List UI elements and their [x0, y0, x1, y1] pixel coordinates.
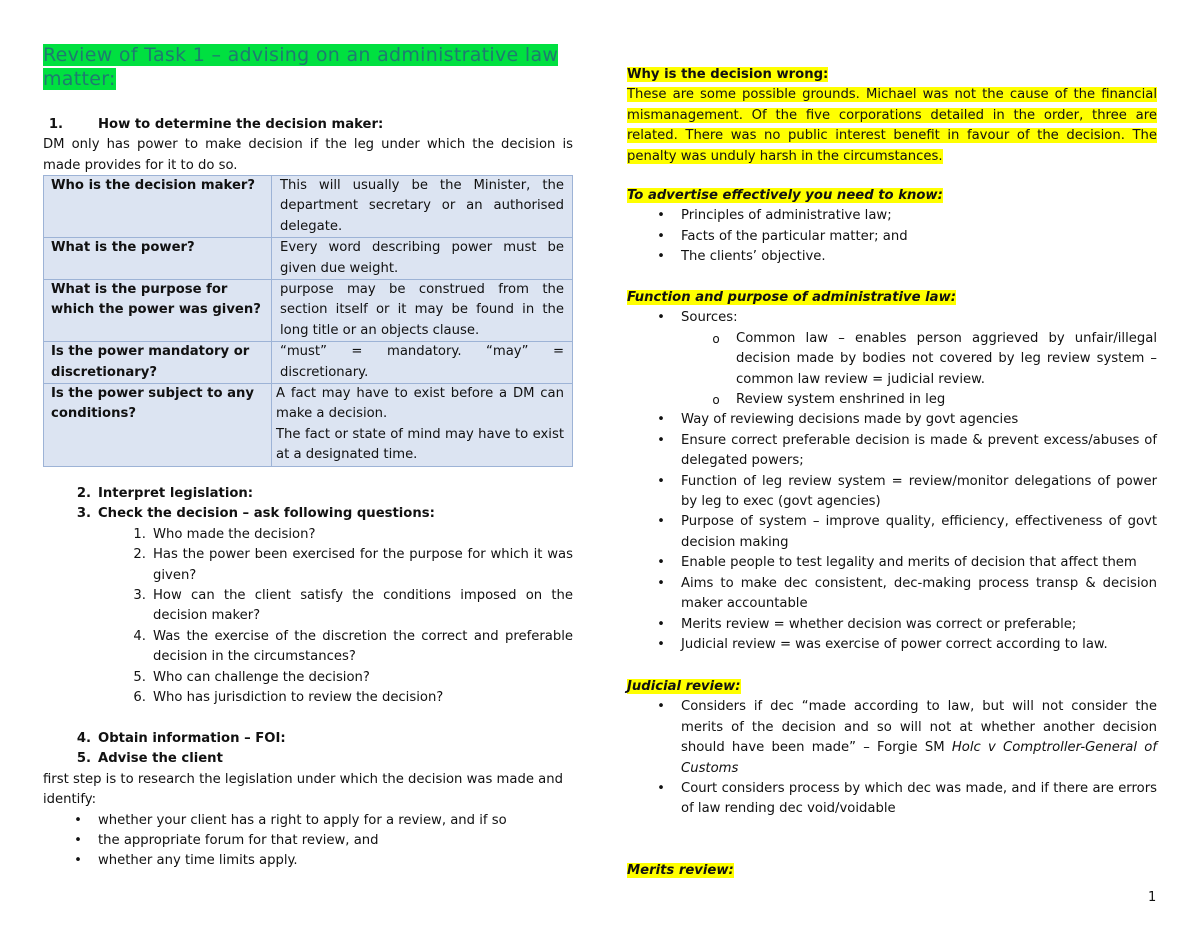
why-text: These are some possible grounds. Michael was not the cause of the financial mismanagement. Of the five corporations detailed in the order, three are related. There was no public interest benefit in favour of the decision. The penalty was unduly harsh in the circumstances. [627, 87, 1157, 164]
list-item: 2. Has the power been exercised for the purpose for which it was given? [133, 547, 573, 583]
list-item: • Principles of administrative law; [657, 208, 892, 224]
section-2-heading: Interpret legislation: [98, 486, 254, 501]
sub-list-item: o Common law – enables person aggrieved by unfair/illegal decision made by bodies not covered by leg review system – common law review = judicial review. [712, 330, 1157, 387]
advertise-heading: To advertise effectively you need to know: [627, 188, 943, 203]
advertise-section [627, 186, 1157, 268]
list-item: • Way of reviewing decisions made by govt agencies [657, 412, 1019, 428]
list-item: • The clients’ objective. [657, 249, 826, 265]
advise-bullets [43, 811, 573, 872]
list-item: • Merits review = whether decision was correct or preferable; [657, 616, 1077, 632]
list-item: • Purpose of system – improve quality, efficiency, effectiveness of govt decision making [657, 514, 1157, 550]
table-row: What is the power? Every word describing power must be given due weight. [44, 238, 573, 280]
why-section [627, 65, 1157, 167]
function-heading: Function and purpose of administrative law: [627, 290, 957, 305]
advise-text: first step is to research the legislation under which the decision was made and identify: [43, 771, 563, 808]
decision-maker-table [43, 175, 573, 467]
case-citation: Holc v Comptroller-General of Customs [681, 740, 1157, 776]
sections-2-3: 2. Interpret legislation: 3. Check the decision – ask following questions: 1. Who made the decision? 2. Has the power been exercised for the purpose for which it was given? 3. How can the client satisfy the conditions imposed on the decision maker? 4. Was the exercise of the discretion the correct and preferable decision in the circumstances? 5. Who can challenge the decision? 6. Who has jurisdiction to review the decision? [43, 484, 573, 708]
list-item: 1. Who made the decision? [133, 526, 316, 542]
list-item: 4. Was the exercise of the discretion the correct and preferable decision in the circumstances? [133, 628, 573, 665]
list-item: • Considers if dec “made according to law, but will not consider the merits of the decision and so will not at whether another decision should have been made” – Forgie SM Holc v Comptroller-General of Customs [657, 699, 1157, 776]
list-item: • Function of leg review system = review/monitor delegations of power by leg to exec (govt agencies) [657, 473, 1157, 510]
document-title: Review of Task 1 – advising on an administrative law matter: [43, 44, 559, 90]
table-row: Is the power mandatory or discretionary? “must” = mandatory. “may” = discretionary. [44, 342, 573, 384]
why-heading: Why is the decision wrong: [627, 67, 829, 82]
list-item: • Judicial review = was exercise of power correct according to law. [657, 636, 1108, 652]
page-number: 1 [1148, 890, 1157, 905]
sub-list-item: o Review system enshrined in leg [712, 392, 946, 408]
function-section [627, 288, 1157, 655]
merits-heading: Merits review: [627, 863, 734, 878]
judicial-section [627, 677, 1157, 820]
list-item: • Facts of the particular matter; and [657, 228, 908, 244]
section-1-text: DM only has power to make decision if the leg under which the decision is made provides for it to do so. [43, 137, 573, 173]
list-item: • Enable people to test legality and merits of decision that affect them [657, 555, 1137, 571]
section-5-heading: Advise the client [98, 751, 223, 767]
sections-4-5: 4. Obtain information – FOI: 5. Advise the client first step is to research the legislation under which the decision was made and identify: • whether your client has a right to apply for a review, and if so • the appropriate forum for that review, and • whether any time limits apply. [43, 729, 573, 872]
list-item: 6. Who has jurisdiction to review the decision? [133, 690, 444, 706]
list-item: • whether your client has a right to apply for a review, and if so [74, 812, 507, 828]
list-item: • Ensure correct preferable decision is made & prevent excess/abuses of delegated powers; [657, 432, 1157, 469]
section-1-heading: How to determine the decision maker: [98, 117, 384, 132]
list-item: • Sources: [657, 310, 738, 326]
section-1: 1. How to determine the decision maker: DM only has power to make decision if the leg under which the decision is made provides for it to do so. [43, 115, 573, 176]
questions-list [43, 525, 573, 709]
list-item: • the appropriate forum for that review, and [74, 833, 379, 849]
table-row: Who is the decision maker? This will usually be the Minister, the department secretary or an authorised delegate. [44, 176, 573, 238]
section-4-heading: Obtain information – FOI: [98, 731, 286, 746]
list-item: • whether any time limits apply. [74, 853, 298, 869]
merits-section [627, 861, 1157, 881]
list-item: • Aims to make dec consistent, dec-making process transp & decision maker accountable [657, 575, 1157, 612]
list-item: 3. How can the client satisfy the conditions imposed on the decision maker? [133, 588, 573, 624]
list-item: • Court considers process by which dec was made, and if there are errors of law rending dec void/voidable [657, 781, 1157, 817]
table-row: What is the purpose for which the power was given? purpose may be construed from the section itself or it may be found in the long title or an objects clause. [44, 280, 573, 342]
list-item: 5. Who can challenge the decision? [133, 669, 370, 685]
section-3-heading: Check the decision – ask following questions: [98, 506, 435, 522]
judicial-heading: Judicial review: [627, 679, 741, 694]
table-row: Is the power subject to any conditions? A fact may have to exist before a DM can make a decision. The fact or state of mind may have to exist at a designated time. [44, 384, 573, 467]
